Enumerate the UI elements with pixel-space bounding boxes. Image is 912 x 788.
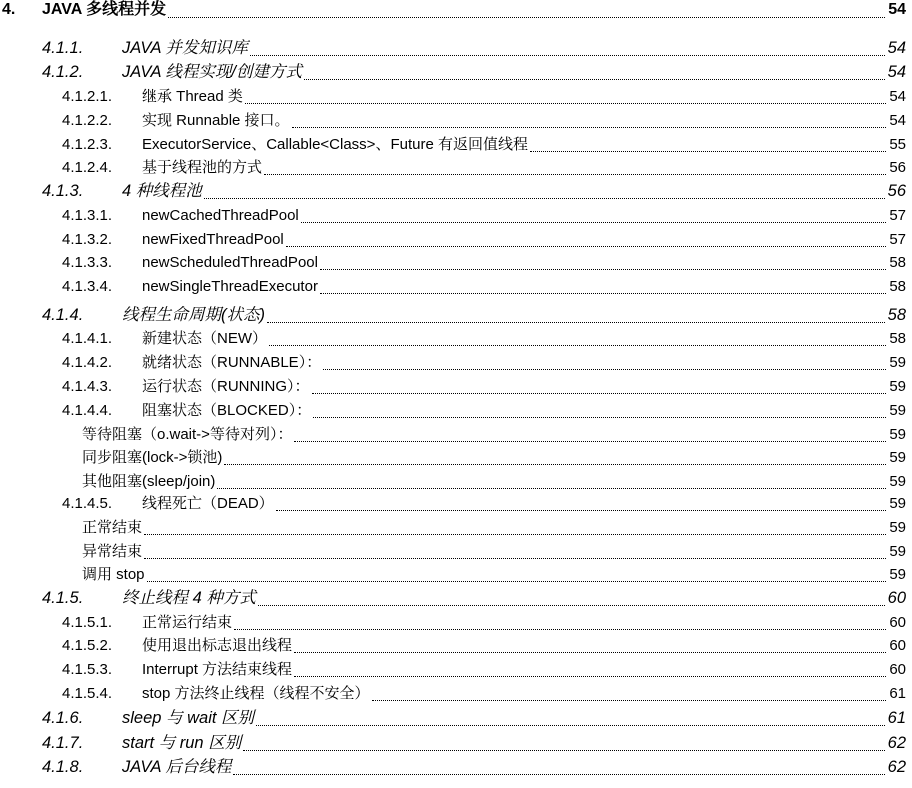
dot-leader xyxy=(234,629,886,630)
toc-entry-title: 线程生命周期(状态) xyxy=(122,305,265,324)
dot-leader xyxy=(269,345,886,346)
toc-entry[interactable] xyxy=(0,471,912,494)
dot-leader xyxy=(530,151,886,152)
toc-entry-title: 4 种线程池 xyxy=(122,181,202,200)
toc-entry-page-number: 54 xyxy=(887,62,906,81)
toc-entry[interactable] xyxy=(0,276,912,299)
toc-entry-number: 4.1.5.1. xyxy=(62,614,113,631)
toc-entry-page-number: 58 xyxy=(889,254,906,271)
toc-entry-title: newFixedThreadPool xyxy=(142,231,284,248)
dot-leader xyxy=(245,103,886,104)
toc-entry-page-number: 61 xyxy=(887,708,906,727)
toc-entry-page-number: 62 xyxy=(887,733,906,752)
dot-leader xyxy=(224,464,886,465)
toc-entry[interactable] xyxy=(0,541,912,564)
toc-entry-title: sleep 与 wait 区别 xyxy=(122,708,255,727)
toc-entry[interactable] xyxy=(0,62,912,85)
dot-leader xyxy=(250,55,885,56)
toc-entry-number: 4.1.4.3. xyxy=(62,378,113,395)
toc-entry-title: newCachedThreadPool xyxy=(142,207,299,224)
toc-entry-number: 4.1.8. xyxy=(42,757,84,776)
toc-entry-title: JAVA 多线程并发 xyxy=(42,1,167,18)
toc-entry-number: 4.1.6. xyxy=(42,708,84,727)
toc-entry-page-number: 59 xyxy=(889,519,906,536)
toc-entry-page-number: 59 xyxy=(889,449,906,466)
toc-entry[interactable] xyxy=(0,205,912,228)
toc-entry-page-number: 59 xyxy=(889,495,906,512)
toc-entry-number: 4.1.4. xyxy=(42,305,84,324)
toc-entry-number: 4.1.5.2. xyxy=(62,637,113,654)
dot-leader xyxy=(292,127,886,128)
toc-entry-page-number: 60 xyxy=(889,614,906,631)
toc-entry-page-number: 57 xyxy=(889,231,906,248)
dot-leader xyxy=(313,417,886,418)
toc-entry[interactable] xyxy=(0,757,912,780)
toc-entry-page-number: 60 xyxy=(887,588,906,607)
toc-entry-number: 4.1.4.5. xyxy=(62,495,113,512)
toc-entry-title: 正常运行结束 xyxy=(142,614,233,631)
toc-entry[interactable] xyxy=(0,683,912,706)
toc-entry-page-number: 59 xyxy=(889,354,906,371)
dot-leader xyxy=(233,774,885,775)
dot-leader xyxy=(301,222,886,223)
toc-entry-page-number: 59 xyxy=(889,473,906,490)
toc-entry-title: newSingleThreadExecutor xyxy=(142,278,318,295)
toc-entry-page-number: 59 xyxy=(889,402,906,419)
toc-entry-page-number: 59 xyxy=(889,378,906,395)
toc-entry-number: 4.1.5.3. xyxy=(62,661,113,678)
toc-entry-page-number: 54 xyxy=(888,1,906,18)
toc-entry-title: 运行状态（RUNNING）： xyxy=(142,378,310,395)
toc-entry-page-number: 58 xyxy=(889,330,906,347)
toc-entry-title: 终止线程 4 种方式 xyxy=(122,588,256,607)
toc-entry-page-number: 60 xyxy=(889,661,906,678)
dot-leader xyxy=(294,652,886,653)
dot-leader xyxy=(294,441,886,442)
toc-entry-title: newScheduledThreadPool xyxy=(142,254,318,271)
toc-entry-title: JAVA 后台线程 xyxy=(122,757,232,776)
toc-entry-title: 基于线程池的方式 xyxy=(142,159,263,176)
toc-entry-title: ExecutorService、Callable<Class>、Future 有返回值线程 xyxy=(142,136,528,153)
toc-entry-page-number: 58 xyxy=(887,305,906,324)
dot-leader xyxy=(323,369,886,370)
toc-entry[interactable] xyxy=(0,493,912,516)
toc-entry-number: 4.1.1. xyxy=(42,38,84,57)
toc-entry-title: 正常结束 xyxy=(82,519,143,536)
toc-entry-title: 实现 Runnable 接口。 xyxy=(142,112,290,129)
dot-leader xyxy=(372,700,886,701)
dot-leader xyxy=(256,725,885,726)
toc-entry-page-number: 55 xyxy=(889,136,906,153)
toc-entry[interactable] xyxy=(0,110,912,133)
toc-entry-number: 4.1.4.2. xyxy=(62,354,113,371)
toc-entry[interactable] xyxy=(0,376,912,399)
dot-leader xyxy=(312,393,886,394)
toc-entry[interactable] xyxy=(0,635,912,658)
toc-entry-number: 4.1.2. xyxy=(42,62,84,81)
toc-entry-title: 就绪状态（RUNNABLE）： xyxy=(142,354,322,371)
toc-entry[interactable] xyxy=(0,0,912,23)
dot-leader xyxy=(320,293,886,294)
dot-leader xyxy=(144,558,886,559)
dot-leader xyxy=(258,605,885,606)
toc-entry-page-number: 60 xyxy=(889,637,906,654)
dot-leader xyxy=(320,269,886,270)
toc-entry[interactable] xyxy=(0,38,912,61)
toc-entry-number: 4.1.5. xyxy=(42,588,84,607)
toc-entry-title: Interrupt 方法结束线程 xyxy=(142,661,293,678)
toc-entry[interactable] xyxy=(0,328,912,351)
toc-entry-title: 异常结束 xyxy=(82,543,143,560)
toc-entry[interactable] xyxy=(0,733,912,756)
toc-entry-title: 调用 stop xyxy=(82,566,145,583)
dot-leader xyxy=(144,534,886,535)
toc-entry-number: 4.1.3.1. xyxy=(62,207,113,224)
toc-entry-page-number: 56 xyxy=(889,159,906,176)
toc-entry-page-number: 59 xyxy=(889,426,906,443)
toc-entry-number: 4.1.7. xyxy=(42,733,84,752)
toc-entry-number: 4.1.2.4. xyxy=(62,159,113,176)
toc-entry[interactable] xyxy=(0,447,912,470)
dot-leader xyxy=(168,17,885,18)
toc-entry-title: 新建状态（NEW） xyxy=(142,330,267,347)
toc-entry[interactable] xyxy=(0,612,912,635)
toc-entry-number: 4.1.3.4. xyxy=(62,278,113,295)
toc-entry-number: 4.1.4.1. xyxy=(62,330,113,347)
toc-entry[interactable] xyxy=(0,86,912,109)
toc-entry-number: 4. xyxy=(2,1,16,18)
toc-entry-number: 4.1.2.2. xyxy=(62,112,113,129)
dot-leader xyxy=(304,79,885,80)
dot-leader xyxy=(217,488,886,489)
toc-entry[interactable] xyxy=(0,424,912,447)
toc-entry[interactable] xyxy=(0,229,912,252)
toc-entry[interactable] xyxy=(0,252,912,275)
toc-entry-number: 4.1.5.4. xyxy=(62,685,113,702)
toc-entry-number: 4.1.2.1. xyxy=(62,88,113,105)
toc-entry-page-number: 59 xyxy=(889,543,906,560)
toc-entry[interactable] xyxy=(0,708,912,731)
toc-entry[interactable] xyxy=(0,564,912,587)
toc-entry-title: 阻塞状态（BLOCKED）： xyxy=(142,402,312,419)
dot-leader xyxy=(204,198,885,199)
toc-entry[interactable] xyxy=(0,134,912,157)
toc-entry-title: 线程死亡（DEAD） xyxy=(142,495,274,512)
toc-entry[interactable] xyxy=(0,517,912,540)
toc-entry[interactable] xyxy=(0,659,912,682)
dot-leader xyxy=(267,322,885,323)
toc-entry[interactable] xyxy=(0,400,912,423)
toc-entry-page-number: 54 xyxy=(887,38,906,57)
toc-entry-number: 4.1.3.2. xyxy=(62,231,113,248)
toc-entry[interactable] xyxy=(0,305,912,328)
toc-entry-title: JAVA 线程实现/创建方式 xyxy=(122,62,303,81)
toc-entry-number: 4.1.3.3. xyxy=(62,254,113,271)
dot-leader xyxy=(286,246,886,247)
dot-leader xyxy=(147,581,886,582)
toc-entry-title: 同步阻塞(lock->锁池) xyxy=(82,449,223,466)
toc-entry-page-number: 56 xyxy=(887,181,906,200)
toc-entry-page-number: 61 xyxy=(889,685,906,702)
toc-entry-page-number: 54 xyxy=(889,112,906,129)
dot-leader xyxy=(294,676,886,677)
dot-leader xyxy=(243,750,885,751)
toc-entry-title: 其他阻塞(sleep/join) xyxy=(82,473,216,490)
toc-entry[interactable] xyxy=(0,352,912,375)
toc-entry-page-number: 59 xyxy=(889,566,906,583)
toc-entry-title: stop 方法终止线程（线程不安全） xyxy=(142,685,370,702)
toc-entry[interactable] xyxy=(0,588,912,611)
toc-entry-title: JAVA 并发知识库 xyxy=(122,38,248,57)
toc-entry-page-number: 57 xyxy=(889,207,906,224)
toc-entry-title: 等待阻塞（o.wait->等待对列）： xyxy=(82,426,293,443)
toc-entry-page-number: 58 xyxy=(889,278,906,295)
toc-entry[interactable] xyxy=(0,157,912,180)
toc-entry-number: 4.1.2.3. xyxy=(62,136,113,153)
toc-entry-page-number: 62 xyxy=(887,757,906,776)
toc-entry-title: 继承 Thread 类 xyxy=(142,88,243,105)
dot-leader xyxy=(264,174,886,175)
toc-entry[interactable] xyxy=(0,181,912,204)
toc-entry-title: start 与 run 区别 xyxy=(122,733,242,752)
toc-entry-title: 使用退出标志退出线程 xyxy=(142,637,293,654)
toc-entry-number: 4.1.3. xyxy=(42,181,84,200)
dot-leader xyxy=(276,510,886,511)
toc-entry-page-number: 54 xyxy=(889,88,906,105)
toc-entry-number: 4.1.4.4. xyxy=(62,402,113,419)
